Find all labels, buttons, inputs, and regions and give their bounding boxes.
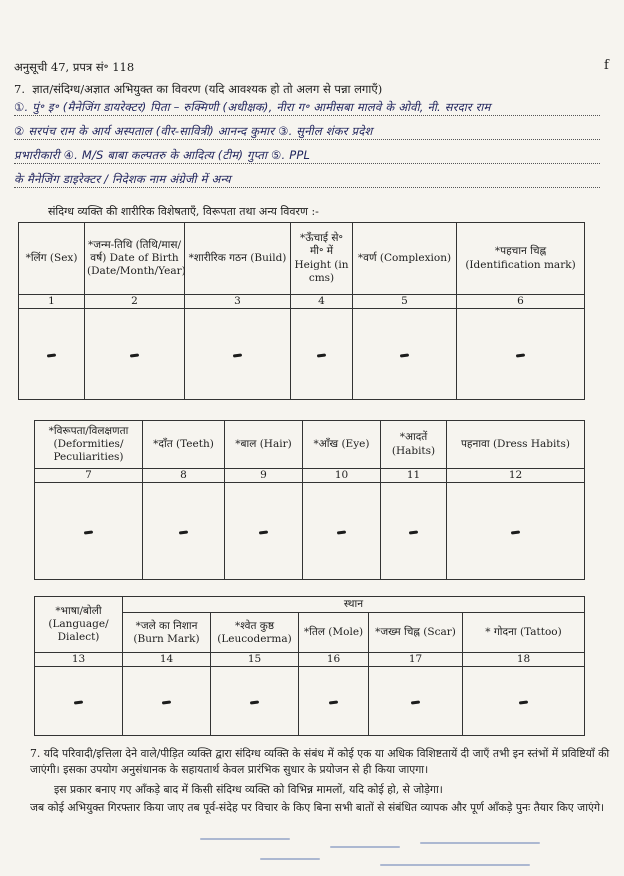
col-number: 5 bbox=[353, 295, 457, 309]
header-mole: *तिल (Mole) bbox=[299, 613, 369, 653]
ink-smudge bbox=[330, 846, 400, 848]
col-number: 13 bbox=[35, 653, 123, 667]
header-leucoderma: *श्वेत कुष्ठ (Leucoderma) bbox=[211, 613, 299, 653]
ink-smudge bbox=[380, 864, 530, 866]
value-teeth bbox=[143, 483, 225, 580]
header-tattoo: * गोदना (Tattoo) bbox=[463, 613, 585, 653]
col-number: 18 bbox=[463, 653, 585, 667]
col-number: 15 bbox=[211, 653, 299, 667]
handwritten-line-4: के मैनेजिंग डाइरेक्टर / निदेशक नाम अंग्रेजी में अन्य bbox=[14, 172, 600, 188]
ink-smudge bbox=[200, 838, 290, 840]
header-language: *भाषा/बोली (Language/ Dialect) bbox=[35, 597, 123, 653]
handwritten-line-1: ①. पुं॰ इ॰ (मैनेजिंग डायरेक्टर) पिता – रुक्मिणी (अधीक्षक), नीरा ग॰ आमीसबा मालवे के ओवी, नी. सरदार राम bbox=[14, 100, 600, 116]
handwritten-line-3: प्रभारीकारी ④. M/S बाबा कल्पतरु के आदित्य (टीम) गुप्ता ⑤. PPL bbox=[14, 148, 600, 164]
header-eye: *आँख (Eye) bbox=[303, 421, 381, 469]
value-hair bbox=[225, 483, 303, 580]
value-habits bbox=[381, 483, 447, 580]
dash-mark bbox=[519, 700, 528, 704]
section-number: 7. bbox=[14, 82, 25, 96]
header-dress-habits: पहनावा (Dress Habits) bbox=[447, 421, 585, 469]
dash-mark bbox=[409, 530, 418, 534]
footer-note-2: इस प्रकार बनाए गए आँकड़े बाद में किसी संदिग्ध व्यक्ति को विभिन्न मामलों, यदि कोई हो, से जोड़ेगा। bbox=[54, 783, 443, 796]
value-burn-mark bbox=[123, 667, 211, 736]
value-mole bbox=[299, 667, 369, 736]
col-number: 11 bbox=[381, 469, 447, 483]
dash-mark bbox=[130, 353, 139, 357]
dash-mark bbox=[250, 700, 259, 704]
header-hair: *बाल (Hair) bbox=[225, 421, 303, 469]
header-scar: *जख्म चिह्न (Scar) bbox=[369, 613, 463, 653]
section-7-label bbox=[14, 82, 614, 97]
col-number: 17 bbox=[369, 653, 463, 667]
physical-table-3 bbox=[34, 596, 585, 736]
col-number: 12 bbox=[447, 469, 585, 483]
col-number: 4 bbox=[291, 295, 353, 309]
ink-smudge bbox=[260, 858, 320, 860]
header-habits: *आदतें (Habits) bbox=[381, 421, 447, 469]
value-eye bbox=[303, 483, 381, 580]
dash-mark bbox=[329, 700, 338, 704]
col-number: 1 bbox=[19, 295, 85, 309]
header-deformities: *विरूपता/विलक्षणता (Deformities/ Peculiarities) bbox=[35, 421, 143, 469]
dash-mark bbox=[259, 530, 268, 534]
value-dob bbox=[85, 309, 185, 400]
value-build bbox=[185, 309, 291, 400]
header-identification-mark: *पहचान चिह्न (Identification mark) bbox=[457, 223, 585, 295]
value-language bbox=[35, 667, 123, 736]
form-title: अनुसूची 47, प्रपत्र सं॰ 118 bbox=[14, 60, 135, 74]
header-sex: *लिंग (Sex) bbox=[19, 223, 85, 295]
header-teeth: *दाँत (Teeth) bbox=[143, 421, 225, 469]
dash-mark bbox=[162, 700, 171, 704]
section-title: ज्ञात/संदिग्ध/अज्ञात अभियुक्त का विवरण (यदि आवश्यक हो तो अलग से पन्ना लगाएँ) bbox=[32, 82, 383, 96]
dash-mark bbox=[516, 353, 525, 357]
value-deformities bbox=[35, 483, 143, 580]
col-number: 9 bbox=[225, 469, 303, 483]
handwritten-line-2: ② सरपंच राम के आर्य अस्पताल (वीर-सावित्री) आनन्द कुमार ③. सुनील शंकर प्रदेश bbox=[14, 124, 600, 140]
dash-mark bbox=[411, 700, 420, 704]
physical-table-2 bbox=[34, 420, 585, 580]
value-scar bbox=[369, 667, 463, 736]
dash-mark bbox=[400, 353, 409, 357]
col-number: 7 bbox=[35, 469, 143, 483]
col-number: 3 bbox=[185, 295, 291, 309]
dash-mark bbox=[179, 530, 188, 534]
dash-mark bbox=[317, 353, 326, 357]
col-number: 8 bbox=[143, 469, 225, 483]
col-number: 10 bbox=[303, 469, 381, 483]
col-number: 2 bbox=[85, 295, 185, 309]
dash-mark bbox=[233, 353, 242, 357]
ink-smudge bbox=[420, 842, 540, 844]
footer-note-1: 7. यदि परिवादी/इत्तिला देने वाले/पीड़ित व्यक्ति द्वारा संदिग्ध व्यक्ति के संबंध में कोई एक या अधिक विशिष्टतायें दी जाएँ तभी इन स्तंभों में प्रविष्टियाँ की जाएंगी। इसका उपयोग अनुसंधानक के सहायतार्थ केवल प्रारंभिक सुधार के प्रयोजन से ही किया जाएगा। bbox=[30, 747, 610, 776]
header-burn-mark: *जले का निशान (Burn Mark) bbox=[123, 613, 211, 653]
corner-mark: f bbox=[604, 58, 609, 73]
dash-mark bbox=[337, 530, 346, 534]
value-sex bbox=[19, 309, 85, 400]
dash-mark bbox=[47, 353, 56, 357]
header-complexion: *वर्ण (Complexion) bbox=[353, 223, 457, 295]
col-number: 6 bbox=[457, 295, 585, 309]
dash-mark bbox=[74, 700, 83, 704]
physical-features-heading: संदिग्ध व्यक्ति की शारीरिक विशेषताएँ, विरूपता तथा अन्य विवरण :- bbox=[48, 205, 319, 218]
header-build: *शारीरिक गठन (Build) bbox=[185, 223, 291, 295]
value-leucoderma bbox=[211, 667, 299, 736]
dash-mark bbox=[84, 530, 93, 534]
value-height bbox=[291, 309, 353, 400]
dash-mark bbox=[511, 530, 520, 534]
value-tattoo bbox=[463, 667, 585, 736]
col-number: 16 bbox=[299, 653, 369, 667]
header-height: *ऊँचाई से॰ मी॰ में Height (in cms) bbox=[291, 223, 353, 295]
col-number: 14 bbox=[123, 653, 211, 667]
value-complexion bbox=[353, 309, 457, 400]
footer-note-3: जब कोई अभियुक्त गिरफ्तार किया जाए तब पूर्व-संदेह पर विचार के किए बिना सभी बातों से संबंधित व्यापक और पूर्ण आँकड़े पुनः तैयार किए जाएंगे। bbox=[30, 801, 605, 814]
physical-table-1 bbox=[18, 222, 585, 400]
header-dob: *जन्म-तिथि (तिथि/मास/वर्ष) Date of Birth (Date/Month/Year) bbox=[85, 223, 185, 295]
header-place: स्थान bbox=[123, 597, 585, 613]
value-dress-habits bbox=[447, 483, 585, 580]
value-identification-mark bbox=[457, 309, 585, 400]
